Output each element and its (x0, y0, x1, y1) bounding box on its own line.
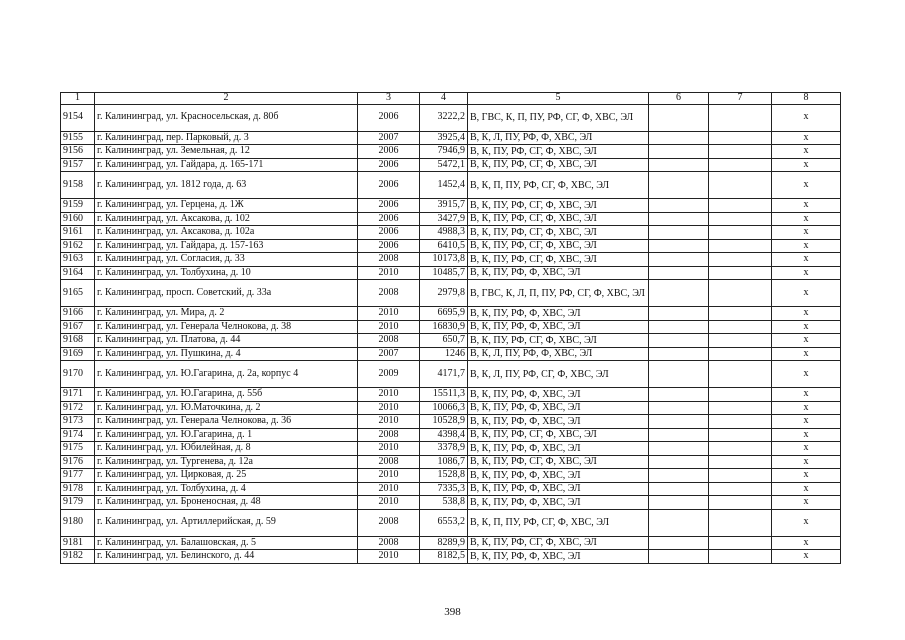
year-cell: 2010 (358, 442, 420, 456)
mark-cell: х (772, 428, 841, 442)
mark-cell: х (772, 347, 841, 361)
area-cell: 1528,8 (420, 469, 468, 483)
year-cell: 2008 (358, 455, 420, 469)
column-7-cell (709, 199, 772, 213)
area-cell: 6553,2 (420, 509, 468, 536)
column-7-cell (709, 131, 772, 145)
table-row (61, 428, 841, 442)
year-cell: 2010 (358, 550, 420, 564)
table-row (61, 226, 841, 240)
mark-cell: х (772, 320, 841, 334)
area-cell: 3378,9 (420, 442, 468, 456)
column-6-cell (649, 226, 709, 240)
column-6-cell (649, 104, 709, 131)
row-number-cell: 9167 (61, 320, 95, 334)
table-row (61, 536, 841, 550)
row-number-cell: 9160 (61, 212, 95, 226)
address-cell: г. Калининград, ул. Белинского, д. 44 (95, 550, 358, 564)
row-number-cell: 9169 (61, 347, 95, 361)
mark-cell: х (772, 550, 841, 564)
column-6-cell (649, 536, 709, 550)
table-row (61, 334, 841, 348)
column-7-cell (709, 172, 772, 199)
table-row (61, 347, 841, 361)
column-7-cell (709, 253, 772, 267)
column-header: 6 (649, 93, 709, 105)
services-cell: В, К, ПУ, РФ, Ф, ХВС, ЭЛ (468, 496, 649, 510)
services-cell: В, К, ПУ, РФ, СГ, Ф, ХВС, ЭЛ (468, 158, 649, 172)
column-7-cell (709, 239, 772, 253)
area-cell: 538,8 (420, 496, 468, 510)
column-7-cell (709, 550, 772, 564)
row-number-cell: 9170 (61, 361, 95, 388)
column-6-cell (649, 266, 709, 280)
mark-cell: х (772, 145, 841, 159)
row-number-cell: 9155 (61, 131, 95, 145)
table-row (61, 469, 841, 483)
year-cell: 2006 (358, 104, 420, 131)
mark-cell: х (772, 361, 841, 388)
mark-cell: х (772, 131, 841, 145)
services-cell: В, К, ПУ, РФ, СГ, Ф, ХВС, ЭЛ (468, 199, 649, 213)
row-number-cell: 9159 (61, 199, 95, 213)
address-cell: г. Калининград, ул. Ю.Гагарина, д. 55б (95, 388, 358, 402)
column-6-cell (649, 509, 709, 536)
mark-cell: х (772, 415, 841, 429)
table-row (61, 388, 841, 402)
mark-cell: х (772, 442, 841, 456)
column-7-cell (709, 536, 772, 550)
area-cell: 4988,3 (420, 226, 468, 240)
row-number-cell: 9174 (61, 428, 95, 442)
mark-cell: х (772, 199, 841, 213)
column-7-cell (709, 104, 772, 131)
table-row (61, 145, 841, 159)
year-cell: 2008 (358, 536, 420, 550)
mark-cell: х (772, 226, 841, 240)
column-7-cell (709, 469, 772, 483)
area-cell: 1086,7 (420, 455, 468, 469)
year-cell: 2006 (358, 199, 420, 213)
column-7-cell (709, 307, 772, 321)
mark-cell: х (772, 307, 841, 321)
column-header: 7 (709, 93, 772, 105)
row-number-cell: 9158 (61, 172, 95, 199)
year-cell: 2010 (358, 320, 420, 334)
table-row (61, 131, 841, 145)
year-cell: 2010 (358, 415, 420, 429)
year-cell: 2006 (358, 172, 420, 199)
table-row (61, 509, 841, 536)
page-number: 398 (444, 606, 461, 618)
column-6-cell (649, 455, 709, 469)
row-number-cell: 9181 (61, 536, 95, 550)
area-cell: 10173,8 (420, 253, 468, 267)
area-cell: 7946,9 (420, 145, 468, 159)
area-cell: 4398,4 (420, 428, 468, 442)
column-6-cell (649, 145, 709, 159)
mark-cell: х (772, 496, 841, 510)
area-cell: 1452,4 (420, 172, 468, 199)
table-body (61, 104, 841, 563)
column-7-cell (709, 158, 772, 172)
mark-cell: х (772, 536, 841, 550)
table-row (61, 212, 841, 226)
address-cell: г. Калининград, ул. Юбилейная, д. 8 (95, 442, 358, 456)
address-cell: г. Калининград, ул. Ю.Гагарина, д. 2а, корпус 4 (95, 361, 358, 388)
services-cell: В, К, ПУ, РФ, СГ, Ф, ХВС, ЭЛ (468, 145, 649, 159)
column-7-cell (709, 442, 772, 456)
row-number-cell: 9171 (61, 388, 95, 402)
row-number-cell: 9175 (61, 442, 95, 456)
year-cell: 2006 (358, 212, 420, 226)
column-6-cell (649, 415, 709, 429)
address-cell: г. Калининград, ул. Гайдара, д. 157-163 (95, 239, 358, 253)
mark-cell: х (772, 455, 841, 469)
address-cell: г. Калининград, ул. Пушкина, д. 4 (95, 347, 358, 361)
year-cell: 2007 (358, 347, 420, 361)
address-cell: г. Калининград, ул. Земельная, д. 12 (95, 145, 358, 159)
mark-cell: х (772, 158, 841, 172)
column-header: 5 (468, 93, 649, 105)
mark-cell: х (772, 388, 841, 402)
table-row (61, 199, 841, 213)
address-cell: г. Калининград, ул. Платова, д. 44 (95, 334, 358, 348)
area-cell: 3427,9 (420, 212, 468, 226)
area-cell: 6695,9 (420, 307, 468, 321)
services-cell: В, К, ПУ, РФ, СГ, Ф, ХВС, ЭЛ (468, 212, 649, 226)
column-6-cell (649, 131, 709, 145)
address-cell: г. Калининград, ул. Артиллерийская, д. 59 (95, 509, 358, 536)
mark-cell: х (772, 253, 841, 267)
year-cell: 2010 (358, 266, 420, 280)
area-cell: 2979,8 (420, 280, 468, 307)
address-cell: г. Калининград, ул. Герцена, д. 1Ж (95, 199, 358, 213)
year-cell: 2009 (358, 361, 420, 388)
services-cell: В, К, Л, ПУ, РФ, СГ, Ф, ХВС, ЭЛ (468, 361, 649, 388)
row-number-cell: 9164 (61, 266, 95, 280)
area-cell: 3915,7 (420, 199, 468, 213)
document-sheet (60, 92, 841, 564)
services-cell: В, К, ПУ, РФ, Ф, ХВС, ЭЛ (468, 266, 649, 280)
area-cell: 15511,3 (420, 388, 468, 402)
address-cell: г. Калининград, пер. Парковый, д. 3 (95, 131, 358, 145)
row-number-cell: 9156 (61, 145, 95, 159)
area-cell: 7335,3 (420, 482, 468, 496)
column-6-cell (649, 307, 709, 321)
mark-cell: х (772, 172, 841, 199)
table-row (61, 415, 841, 429)
mark-cell: х (772, 334, 841, 348)
column-7-cell (709, 145, 772, 159)
column-7-cell (709, 496, 772, 510)
column-6-cell (649, 199, 709, 213)
column-header: 4 (420, 93, 468, 105)
column-6-cell (649, 550, 709, 564)
year-cell: 2008 (358, 334, 420, 348)
area-cell: 3222,2 (420, 104, 468, 131)
table-row (61, 361, 841, 388)
row-number-cell: 9182 (61, 550, 95, 564)
table-row (61, 280, 841, 307)
year-cell: 2006 (358, 239, 420, 253)
area-cell: 3925,4 (420, 131, 468, 145)
row-number-cell: 9162 (61, 239, 95, 253)
column-7-cell (709, 226, 772, 240)
column-6-cell (649, 442, 709, 456)
column-header: 8 (772, 93, 841, 105)
table-row (61, 158, 841, 172)
column-6-cell (649, 361, 709, 388)
row-number-cell: 9154 (61, 104, 95, 131)
area-cell: 5472,1 (420, 158, 468, 172)
year-cell: 2008 (358, 280, 420, 307)
row-number-cell: 9173 (61, 415, 95, 429)
services-cell: В, К, ПУ, РФ, СГ, Ф, ХВС, ЭЛ (468, 253, 649, 267)
column-6-cell (649, 253, 709, 267)
column-6-cell (649, 158, 709, 172)
table-row (61, 496, 841, 510)
address-cell: г. Калининград, ул. Тургенева, д. 12а (95, 455, 358, 469)
mark-cell: х (772, 239, 841, 253)
row-number-cell: 9180 (61, 509, 95, 536)
column-7-cell (709, 266, 772, 280)
mark-cell: х (772, 280, 841, 307)
year-cell: 2010 (358, 307, 420, 321)
year-cell: 2010 (358, 496, 420, 510)
column-7-cell (709, 388, 772, 402)
year-cell: 2008 (358, 253, 420, 267)
mark-cell: х (772, 104, 841, 131)
services-cell: В, К, ПУ, РФ, Ф, ХВС, ЭЛ (468, 482, 649, 496)
row-number-cell: 9163 (61, 253, 95, 267)
mark-cell: х (772, 266, 841, 280)
services-cell: В, ГВС, К, П, ПУ, РФ, СГ, Ф, ХВС, ЭЛ (468, 104, 649, 131)
column-header: 2 (95, 93, 358, 105)
services-cell: В, К, ПУ, РФ, СГ, Ф, ХВС, ЭЛ (468, 334, 649, 348)
table-row (61, 104, 841, 131)
address-cell: г. Калининград, ул. Генерала Челнокова, д. 36 (95, 415, 358, 429)
column-6-cell (649, 212, 709, 226)
column-6-cell (649, 347, 709, 361)
area-cell: 8289,9 (420, 536, 468, 550)
year-cell: 2008 (358, 428, 420, 442)
year-cell: 2006 (358, 158, 420, 172)
table-row (61, 401, 841, 415)
column-header: 3 (358, 93, 420, 105)
column-6-cell (649, 469, 709, 483)
column-6-cell (649, 172, 709, 199)
table-row (61, 307, 841, 321)
services-cell: В, К, ПУ, РФ, Ф, ХВС, ЭЛ (468, 388, 649, 402)
address-cell: г. Калининград, просп. Советский, д. 33а (95, 280, 358, 307)
column-6-cell (649, 388, 709, 402)
column-7-cell (709, 455, 772, 469)
column-6-cell (649, 482, 709, 496)
area-cell: 8182,5 (420, 550, 468, 564)
row-number-cell: 9177 (61, 469, 95, 483)
mark-cell: х (772, 212, 841, 226)
address-cell: г. Калининград, ул. Цирковая, д. 25 (95, 469, 358, 483)
column-7-cell (709, 334, 772, 348)
area-cell: 10528,9 (420, 415, 468, 429)
year-cell: 2010 (358, 482, 420, 496)
area-cell: 10066,3 (420, 401, 468, 415)
table-row (61, 482, 841, 496)
services-cell: В, К, ПУ, РФ, Ф, ХВС, ЭЛ (468, 307, 649, 321)
column-header: 1 (61, 93, 95, 105)
services-cell: В, К, ПУ, РФ, СГ, Ф, ХВС, ЭЛ (468, 239, 649, 253)
column-7-cell (709, 428, 772, 442)
column-numbers-row (61, 93, 841, 105)
table-row (61, 550, 841, 564)
services-cell: В, ГВС, К, Л, П, ПУ, РФ, СГ, Ф, ХВС, ЭЛ (468, 280, 649, 307)
column-7-cell (709, 509, 772, 536)
address-cell: г. Калининград, ул. Ю.Маточкина, д. 2 (95, 401, 358, 415)
services-cell: В, К, П, ПУ, РФ, СГ, Ф, ХВС, ЭЛ (468, 172, 649, 199)
area-cell: 4171,7 (420, 361, 468, 388)
address-cell: г. Калининград, ул. Толбухина, д. 4 (95, 482, 358, 496)
address-cell: г. Калининград, ул. Аксакова, д. 102а (95, 226, 358, 240)
address-cell: г. Калининград, ул. 1812 года, д. 63 (95, 172, 358, 199)
mark-cell: х (772, 469, 841, 483)
table-row (61, 239, 841, 253)
column-6-cell (649, 239, 709, 253)
year-cell: 2006 (358, 226, 420, 240)
table-row (61, 266, 841, 280)
year-cell: 2010 (358, 401, 420, 415)
address-cell: г. Калининград, ул. Броненосная, д. 48 (95, 496, 358, 510)
address-cell: г. Калининград, ул. Генерала Челнокова, д. 38 (95, 320, 358, 334)
area-cell: 6410,5 (420, 239, 468, 253)
services-cell: В, К, ПУ, РФ, Ф, ХВС, ЭЛ (468, 550, 649, 564)
row-number-cell: 9161 (61, 226, 95, 240)
year-cell: 2007 (358, 131, 420, 145)
year-cell: 2010 (358, 469, 420, 483)
address-cell: г. Калининград, ул. Аксакова, д. 102 (95, 212, 358, 226)
services-cell: В, К, ПУ, РФ, СГ, Ф, ХВС, ЭЛ (468, 428, 649, 442)
table-row (61, 320, 841, 334)
row-number-cell: 9172 (61, 401, 95, 415)
column-7-cell (709, 361, 772, 388)
services-cell: В, К, ПУ, РФ, СГ, Ф, ХВС, ЭЛ (468, 226, 649, 240)
area-cell: 650,7 (420, 334, 468, 348)
table-row (61, 172, 841, 199)
column-6-cell (649, 401, 709, 415)
table-row (61, 442, 841, 456)
row-number-cell: 9168 (61, 334, 95, 348)
services-cell: В, К, ПУ, РФ, Ф, ХВС, ЭЛ (468, 469, 649, 483)
mark-cell: х (772, 509, 841, 536)
address-cell: г. Калининград, ул. Толбухина, д. 10 (95, 266, 358, 280)
column-6-cell (649, 280, 709, 307)
year-cell: 2006 (358, 145, 420, 159)
column-7-cell (709, 401, 772, 415)
address-cell: г. Калининград, ул. Гайдара, д. 165-171 (95, 158, 358, 172)
services-cell: В, К, ПУ, РФ, Ф, ХВС, ЭЛ (468, 401, 649, 415)
services-cell: В, К, Л, ПУ, РФ, Ф, ХВС, ЭЛ (468, 347, 649, 361)
row-number-cell: 9165 (61, 280, 95, 307)
row-number-cell: 9176 (61, 455, 95, 469)
area-cell: 1246 (420, 347, 468, 361)
mark-cell: х (772, 482, 841, 496)
column-7-cell (709, 347, 772, 361)
area-cell: 10485,7 (420, 266, 468, 280)
address-cell: г. Калининград, ул. Балашовская, д. 5 (95, 536, 358, 550)
services-cell: В, К, ПУ, РФ, Ф, ХВС, ЭЛ (468, 320, 649, 334)
address-cell: г. Калининград, ул. Ю.Гагарина, д. 1 (95, 428, 358, 442)
services-cell: В, К, ПУ, РФ, Ф, ХВС, ЭЛ (468, 442, 649, 456)
mark-cell: х (772, 401, 841, 415)
services-cell: В, К, П, ПУ, РФ, СГ, Ф, ХВС, ЭЛ (468, 509, 649, 536)
column-7-cell (709, 212, 772, 226)
services-cell: В, К, ПУ, РФ, СГ, Ф, ХВС, ЭЛ (468, 536, 649, 550)
row-number-cell: 9166 (61, 307, 95, 321)
row-number-cell: 9157 (61, 158, 95, 172)
column-7-cell (709, 415, 772, 429)
area-cell: 16830,9 (420, 320, 468, 334)
column-6-cell (649, 496, 709, 510)
row-number-cell: 9179 (61, 496, 95, 510)
column-7-cell (709, 280, 772, 307)
column-7-cell (709, 320, 772, 334)
address-cell: г. Калининград, ул. Согласия, д. 33 (95, 253, 358, 267)
buildings-table (60, 92, 841, 564)
services-cell: В, К, Л, ПУ, РФ, Ф, ХВС, ЭЛ (468, 131, 649, 145)
row-number-cell: 9178 (61, 482, 95, 496)
address-cell: г. Калининград, ул. Краснoсельская, д. 80б (95, 104, 358, 131)
services-cell: В, К, ПУ, РФ, Ф, ХВС, ЭЛ (468, 415, 649, 429)
table-row (61, 253, 841, 267)
services-cell: В, К, ПУ, РФ, СГ, Ф, ХВС, ЭЛ (468, 455, 649, 469)
table-row (61, 455, 841, 469)
address-cell: г. Калининград, ул. Мира, д. 2 (95, 307, 358, 321)
column-6-cell (649, 334, 709, 348)
column-6-cell (649, 320, 709, 334)
column-7-cell (709, 482, 772, 496)
year-cell: 2010 (358, 388, 420, 402)
column-6-cell (649, 428, 709, 442)
year-cell: 2008 (358, 509, 420, 536)
